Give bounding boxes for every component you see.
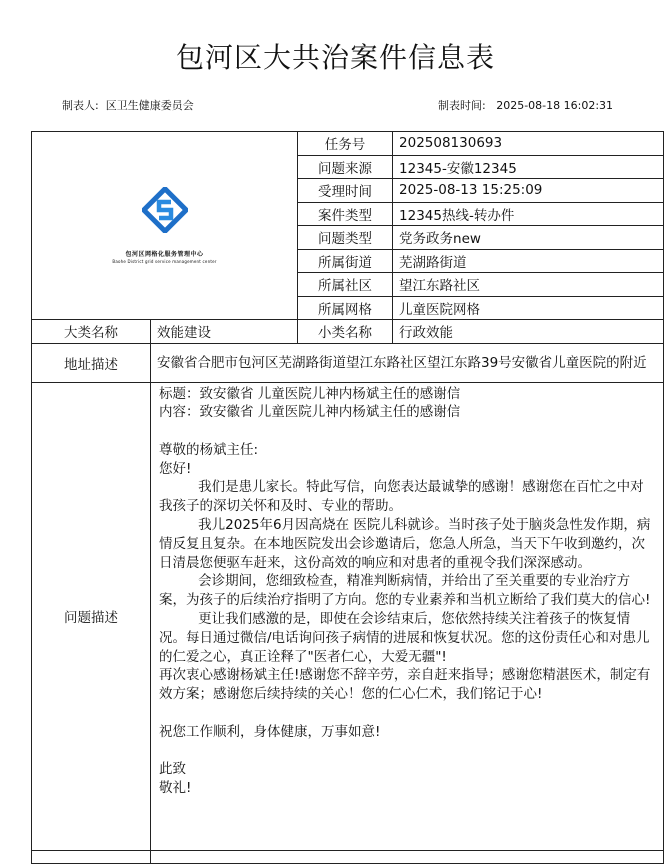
created-time-value: 2025-08-18 16:02:31: [496, 99, 614, 112]
letter-salutation: 尊敬的杨斌主任:: [159, 441, 259, 458]
address-row: [32, 343, 664, 382]
field-value: 12345热线-转办件: [393, 202, 664, 226]
next-row-partial: [32, 850, 664, 863]
letter-title-line: 标题：致安徽省 儿童医院儿神内杨斌主任的感谢信: [159, 385, 461, 402]
letter-closing-salute: 敬礼!: [159, 780, 192, 797]
letter-closing: 此致: [159, 761, 186, 778]
minor-category-value: 行政效能: [393, 320, 664, 344]
field-label: 案件类型: [298, 202, 393, 226]
logo-text-en: Baohe District grid service management center: [112, 259, 217, 264]
letter-paragraph: 会诊期间，您细致检查，精准判断病情，并给出了至关重要的专业治疗方案，为孩子的后续治疗指明了方向。您的专业素养和当机立断给了我们莫大的信心!: [159, 573, 651, 609]
field-label: 受理时间: [298, 179, 393, 203]
next-row-label: [32, 850, 151, 863]
field-value: 2025-08-13 15:25:09: [393, 179, 664, 203]
letter-paragraph: 更让我们感激的是，即使在会诊结束后，您依然持续关注着孩子的恢复情况。每日通过微信/电话询问孩子病情的进展和恢复状况。您的这份责任心和对患儿的仁爱之心，真正诠释了"医者仁心，大爱无疆"!: [159, 611, 650, 665]
field-label: 所属网格: [298, 296, 393, 320]
logo-cell: [32, 132, 298, 320]
field-value: 党务政务new: [393, 226, 664, 250]
major-category-label: 大类名称: [32, 320, 151, 344]
field-value: 202508130693: [393, 132, 664, 156]
letter-paragraph: 我们是患儿家长。特此写信，向您表达最诚挚的感谢！感谢您在百忙之中对我孩子的深切关怀和及时、专业的帮助。: [159, 479, 644, 515]
creator-value: 区卫生健康委员会: [105, 99, 194, 112]
problem-row: [32, 382, 664, 850]
letter-wishes: 祝您工作顺利，身体健康，万事如意!: [159, 723, 381, 740]
category-row: [32, 320, 664, 344]
field-value: 儿童医院网格: [393, 296, 664, 320]
letter-greeting: 您好!: [159, 460, 192, 477]
field-label: 任务号: [298, 132, 393, 156]
field-row-task-id: [32, 132, 664, 156]
field-label: 问题类型: [298, 226, 393, 250]
case-info-table: [31, 131, 664, 864]
field-value: 望江东路社区: [393, 273, 664, 297]
letter-paragraph: 再次衷心感谢杨斌主任!感谢您不辞辛劳，亲自赶来指导；感谢您精湛医术，制定有效方案；感谢您后续持续的关心！您的仁心仁术，我们铭记于心!: [159, 667, 651, 703]
field-label: 问题来源: [298, 155, 393, 179]
letter-paragraph: 我儿2025年6月因高烧在 医院儿科就诊。当时孩子处于脑炎急性发作期，病情反复且复杂。在本地医院发出会诊邀请后，您急人所急，当天下午收到邀约，次日清晨您便驱车赶来，这份高效的响应和对患者的重视令我们深深感动。: [159, 517, 651, 571]
next-row-value: [151, 850, 664, 863]
field-value: 12345-安徽12345: [393, 155, 664, 179]
page-title: 包河区大共治案件信息表: [175, 41, 495, 74]
major-category-value: 效能建设: [151, 320, 298, 344]
minor-category-label: 小类名称: [298, 320, 393, 344]
diamond-s-logo-icon: [142, 187, 188, 233]
creator-info: [62, 97, 194, 113]
problem-label: 问题描述: [32, 382, 151, 850]
created-time-info: [438, 97, 613, 113]
logo: [32, 187, 297, 264]
address-value: 安徽省合肥市包河区芜湖路街道望江东路社区望江东路39号安徽省儿童医院的附近: [151, 343, 664, 382]
problem-description: [151, 382, 664, 850]
field-label: 所属街道: [298, 249, 393, 273]
creator-label: 制表人:: [62, 99, 99, 112]
created-time-label: 制表时间:: [438, 99, 486, 112]
letter-content-line: 内容：致安徽省 儿童医院儿神内杨斌主任的感谢信: [159, 404, 461, 421]
field-label: 所属社区: [298, 273, 393, 297]
logo-text-cn: 包河区网格化服务管理中心: [125, 251, 204, 258]
field-value: 芜湖路街道: [393, 249, 664, 273]
address-label: 地址描述: [32, 343, 151, 382]
